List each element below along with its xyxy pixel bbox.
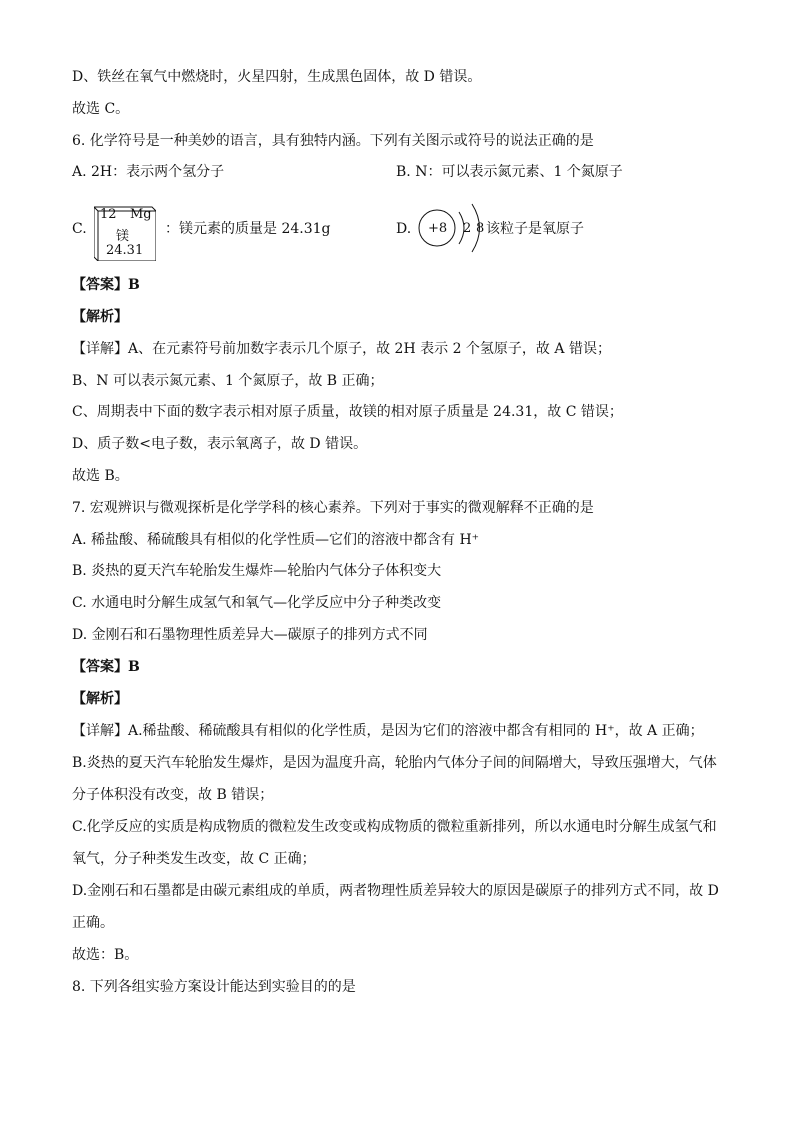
detail-7: 正确。 bbox=[72, 915, 114, 931]
option-7d: D. 金刚石和石墨物理性质差异大—碳原子的排列方式不同 bbox=[72, 627, 428, 643]
detail-7: 【详解】A.稀盐酸、稀硫酸具有相似的化学性质，是因为它们的溶液中都含有相同的 H⁺，故 A 正确； bbox=[72, 723, 704, 739]
atomic-mass: 24.31 bbox=[106, 243, 144, 258]
analysis-7-heading: 【解析】 bbox=[72, 691, 128, 707]
detail-7: D.金刚石和石墨都是由碳元素组成的单质，两者物理性质差异较大的原因是碳原子的排列方式不同，故 D bbox=[72, 883, 719, 899]
option-6d-label: D. bbox=[396, 221, 412, 237]
shell-2-electrons: 8 bbox=[476, 221, 485, 236]
detail-6: D、质子数<电子数，表示氧离子，故 D 错误。 bbox=[72, 436, 368, 452]
selection-7: 故选：B。 bbox=[72, 947, 139, 963]
analysis-6-heading: 【解析】 bbox=[72, 309, 128, 325]
text-line: D、铁丝在氧气中燃烧时，火星四射，生成黑色固体，故 D 错误。 bbox=[72, 69, 482, 85]
option-7c: C. 水通电时分解生成氢气和氧气—化学反应中分子种类改变 bbox=[72, 595, 442, 611]
atom-structure-diagram bbox=[417, 198, 497, 254]
answer-6: 【答案】B bbox=[72, 277, 140, 293]
question-7-stem: 7. 宏观辨识与微观探析是化学学科的核心素养。下列对于事实的微观解释不正确的是 bbox=[72, 500, 594, 516]
text-line: 故选 C。 bbox=[72, 101, 130, 117]
option-6c-text: ：镁元素的质量是 24.31g bbox=[165, 221, 331, 237]
detail-7: 分子体积没有改变，故 B 错误； bbox=[72, 787, 274, 803]
element-card-magnesium bbox=[94, 203, 156, 261]
option-6d-text: 该粒子是氧原子 bbox=[486, 221, 584, 237]
atomic-number: 12 bbox=[100, 207, 117, 222]
detail-7: B.炎热的夏天汽车轮胎发生爆炸，是因为温度升高，轮胎内气体分子间的间隔增大，导致压强增大，气体 bbox=[72, 755, 717, 771]
nucleus-charge: +8 bbox=[428, 221, 448, 236]
option-6c-label: C. bbox=[72, 221, 87, 237]
option-7a: A. 稀盐酸、稀硫酸具有相似的化学性质—它们的溶液中都含有 H⁺ bbox=[72, 532, 480, 548]
option-7b: B. 炎热的夏天汽车轮胎发生爆炸—轮胎内气体分子体积变大 bbox=[72, 563, 442, 579]
question-8-stem: 8. 下列各组实验方案设计能达到实验目的的是 bbox=[72, 979, 356, 995]
question-6-stem: 6. 化学符号是一种美妙的语言，具有独特内涵。下列有关图示或符号的说法正确的是 bbox=[72, 133, 594, 149]
element-symbol: Mg bbox=[130, 207, 152, 222]
option-6b: B. N：可以表示氮元素、1 个氮原子 bbox=[396, 164, 623, 180]
option-6a: A. 2H：表示两个氢分子 bbox=[72, 164, 225, 180]
detail-6: C、周期表中下面的数字表示相对原子质量，故镁的相对原子质量是 24.31，故 C 错误； bbox=[72, 404, 623, 420]
answer-7: 【答案】B bbox=[72, 659, 140, 675]
selection-6: 故选 B。 bbox=[72, 468, 129, 484]
shell-1-electrons: 2 bbox=[463, 221, 472, 236]
detail-6: 【详解】A、在元素符号前加数字表示几个原子，故 2H 表示 2 个氢原子，故 A 错误； bbox=[72, 341, 611, 357]
detail-7: C.化学反应的实质是构成物质的微粒发生改变或构成物质的微粒重新排列，所以水通电时分解生成氢气和 bbox=[72, 819, 717, 835]
detail-6: B、N 可以表示氮元素、1 个氮原子，故 B 正确； bbox=[72, 373, 384, 389]
element-name: 镁 bbox=[116, 229, 130, 244]
detail-7: 氧气，分子种类发生改变，故 C 正确； bbox=[72, 851, 316, 867]
